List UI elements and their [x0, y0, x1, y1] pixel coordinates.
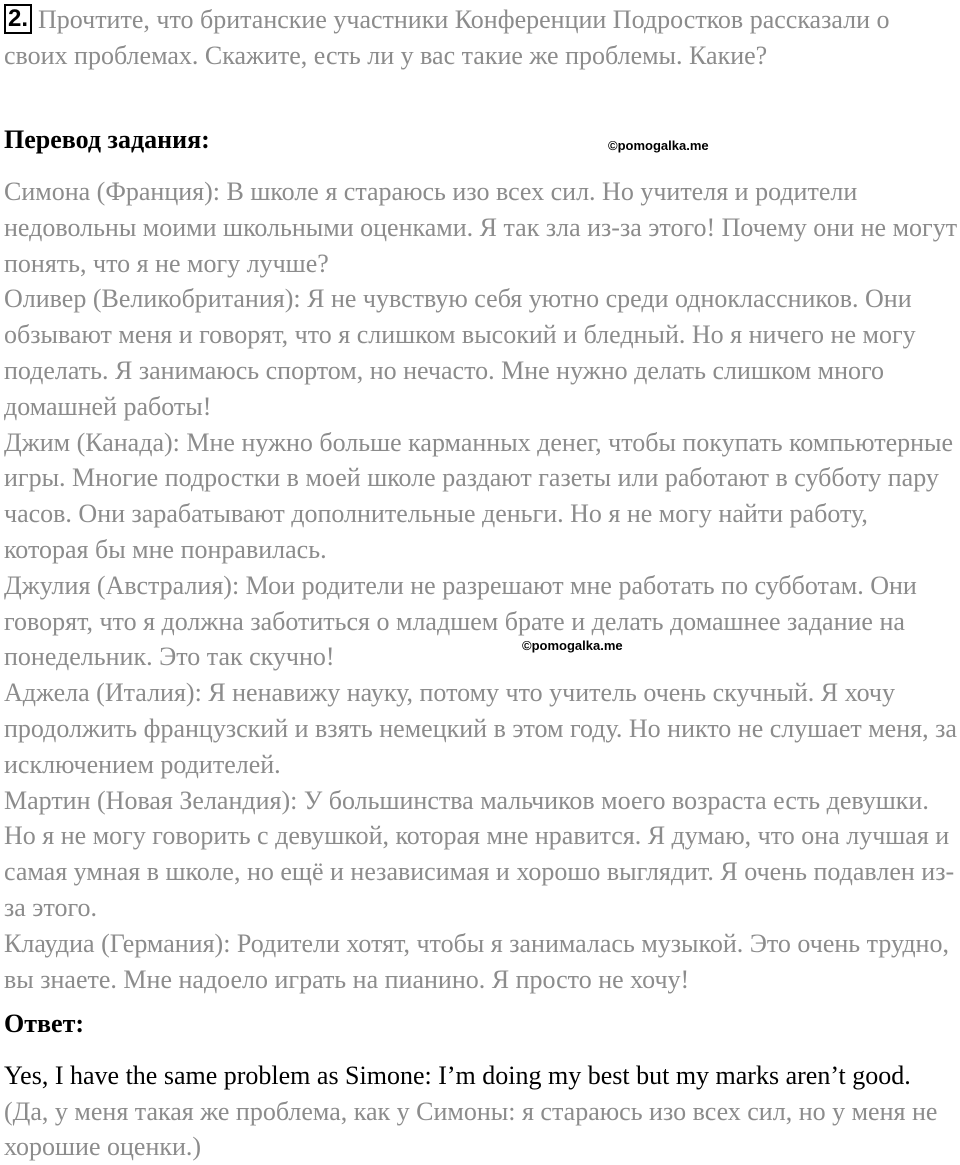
answer-english: Yes, I have the same problem as Simone: I’m doing my best but my marks aren’t good. — [4, 1061, 911, 1090]
translation-text — [4, 174, 958, 997]
answer-text — [4, 1058, 958, 1165]
watermark-top: ©pomogalka.me — [608, 138, 709, 153]
answer-heading: Ответ: — [4, 1009, 85, 1038]
translation-heading: Перевод задания: — [4, 125, 210, 154]
task-text: Прочтите, что британские участники Конференции Подростков рассказали о своих проблемах. Скажите, есть ли у вас такие же проблемы. Какие? — [4, 5, 890, 70]
answer-russian: (Да, у меня такая же проблема, как у Симоны: я стараюсь изо всех сил, но у меня не хорошие оценки.) — [4, 1096, 938, 1161]
translation-paragraph-simone: Симона (Франция): В школе я стараюсь изо всех сил. Но учителя и родители недовольны моими школьными оценками. Я так зла из-за этого! Почему они не могут понять, что я не могу лучше? — [4, 177, 958, 278]
task-statement — [4, 2, 954, 74]
translation-paragraph-angela: Аджела (Италия): Я ненавижу науку, потому что учитель очень скучный. Я хочу продолжить французский и взять немецкий в этом году. Но никто не слушает меня, за исключением родителей. — [4, 678, 957, 779]
task-number: 2. — [4, 4, 32, 34]
translation-paragraph-claudia: Клаудиа (Германия): Родители хотят, чтобы я занималась музыкой. Это очень трудно, вы знаете. Мне надоело играть на пианино. Я просто не хочу! — [4, 928, 949, 994]
translation-paragraph-julia: Джулия (Австралия): Мои родители не разрешают мне работать по субботам. Они говорят, что я должна заботиться о младшем брате и делать домашнее задание на понедельник. Это так скучно! — [4, 570, 917, 672]
translation-paragraph-oliver: Оливер (Великобритания): Я не чувствую себя уютно среди одноклассников. Они обзывают меня и говорят, что я слишком высокий и бледный. Но я ничего не могу поделать. Я занимаюсь спортом, но нечасто. Мне нужно делать слишком много домашней работы! — [4, 284, 916, 421]
watermark-middle: ©pomogalka.me — [522, 638, 623, 653]
translation-paragraph-martin: Мартин (Новая Зеландия): У большинства мальчиков моего возраста есть девушки. Но я не могу говорить с девушкой, которая мне нравится. Я думаю, что она лучшая и самая умная в школе, но ещё и независимая и хорошо выглядит. Я очень подавлен из-за этого. — [4, 785, 955, 922]
translation-paragraph-jim: Джим (Канада): Мне нужно больше карманных денег, чтобы покупать компьютерные игры. Многие подростки в моей школе раздают газеты или работают в субботу пару часов. Они зарабатывают дополнительные деньги. Но я не могу найти работу, которая бы мне понравилась. — [4, 427, 954, 564]
